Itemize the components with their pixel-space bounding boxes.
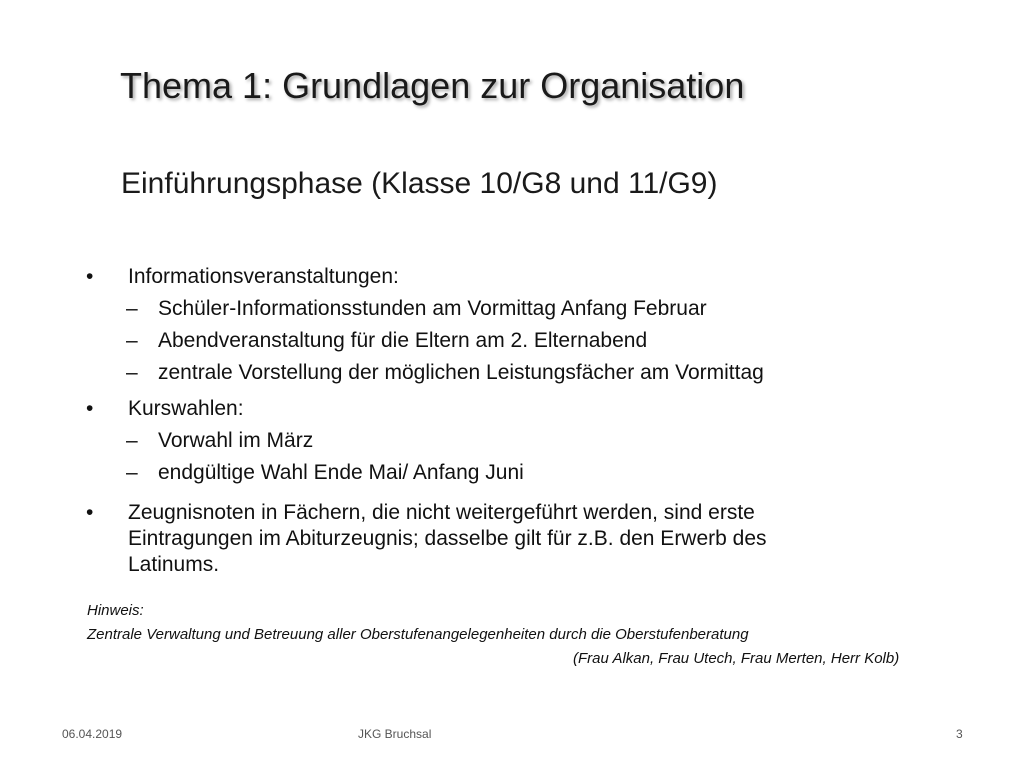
dash-marker: – <box>126 329 138 352</box>
sub-item <box>86 328 886 354</box>
bullet-text: Kurswahlen: <box>128 397 244 420</box>
note-heading: Hinweis: <box>87 602 144 619</box>
bullet-text: Informationsveranstaltungen: <box>128 265 399 288</box>
bullet-text-line: Eintragungen im Abiturzeugnis; dasselbe gilt für z.B. den Erwerb des <box>128 527 767 550</box>
sub-item-text: zentrale Vorstellung der möglichen Leistungsfächer am Vormittag <box>158 361 764 384</box>
sub-item-text: Schüler-Informationsstunden am Vormittag Anfang Februar <box>158 297 707 320</box>
bullet-marker: • <box>86 265 94 288</box>
bullet-item-informationsveranstaltungen <box>86 264 886 290</box>
sub-item <box>86 428 886 454</box>
dash-marker: – <box>126 461 138 484</box>
footer-date: 06.04.2019 <box>62 727 123 741</box>
sub-item-text: Vorwahl im März <box>158 429 314 452</box>
bullet-marker: • <box>86 397 94 420</box>
sub-item <box>86 296 886 322</box>
bullet-text-line: Zeugnisnoten in Fächern, die nicht weitergeführt werden, sind erste <box>128 501 755 524</box>
footer-organization: JKG Bruchsal <box>358 727 432 741</box>
footer-page-number: 3 <box>956 727 963 741</box>
slide-title: Thema 1: Grundlagen zur Organisation <box>120 65 745 106</box>
sub-item-text: Abendveranstaltung für die Eltern am 2. Elternabend <box>158 329 648 352</box>
bullet-text-line: Latinums. <box>128 553 220 576</box>
sub-item <box>86 360 886 386</box>
note-block <box>87 599 899 671</box>
bullet-list <box>86 264 886 578</box>
bullet-marker: • <box>86 501 94 524</box>
bullet-item-zeugnisnoten <box>86 500 886 578</box>
dash-marker: – <box>126 297 138 320</box>
note-text: Zentrale Verwaltung und Betreuung aller Oberstufenangelegenheiten durch die Oberstufenberatung <box>87 626 749 643</box>
slide-subtitle: Einführungsphase (Klasse 10/G8 und 11/G9) <box>121 167 718 200</box>
dash-marker: – <box>126 361 138 384</box>
sub-item-text: endgültige Wahl Ende Mai/ Anfang Juni <box>158 461 524 484</box>
sub-item <box>86 460 886 486</box>
bullet-item-kurswahlen <box>86 396 886 422</box>
dash-marker: – <box>126 429 138 452</box>
note-names: (Frau Alkan, Frau Utech, Frau Merten, Herr Kolb) <box>573 650 900 667</box>
